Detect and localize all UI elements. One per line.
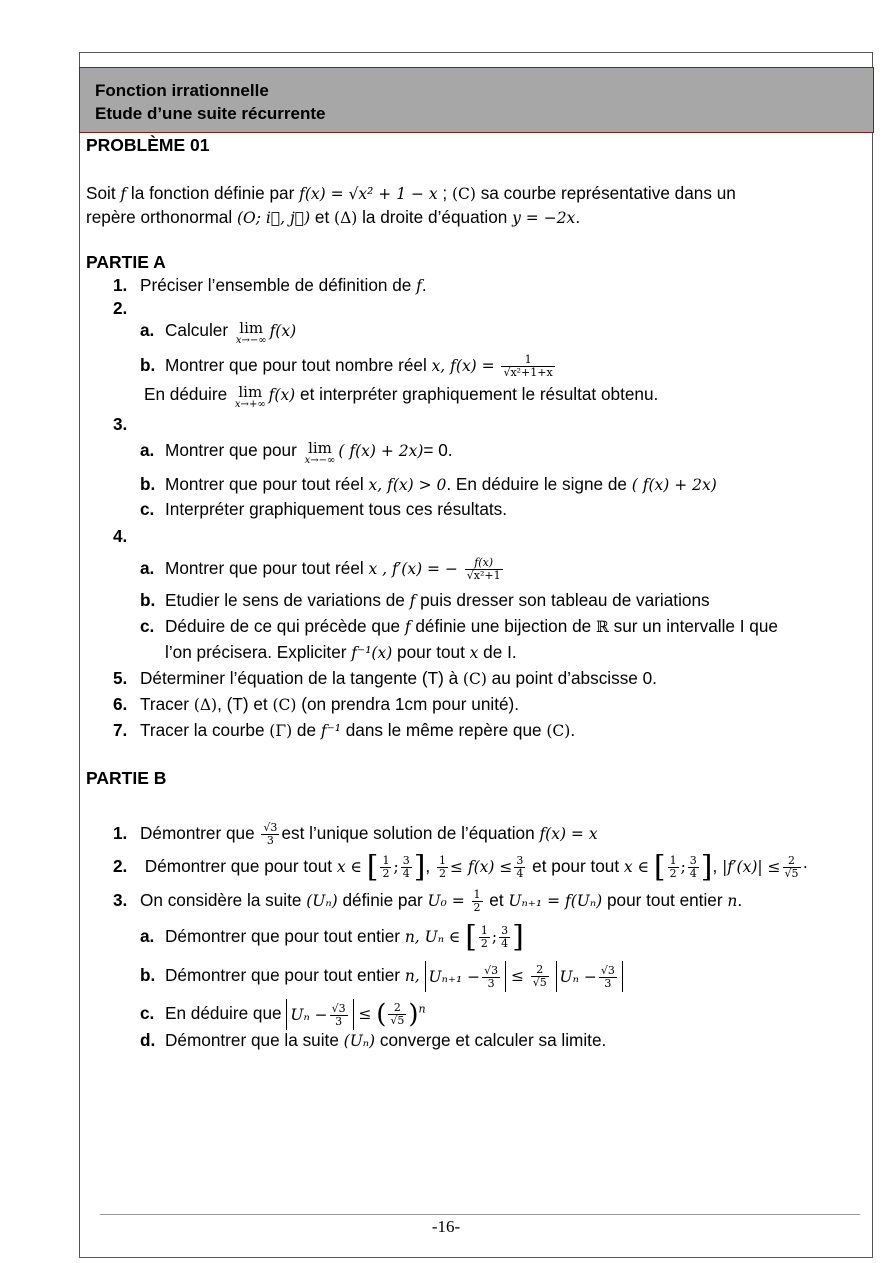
b-qc: c. En déduire que Uₙ − $\frac{√3}{3}$ ≤ ( $\frac{2}{√5}$ )$^n$ [140,999,426,1030]
a-q4: 4. [113,526,128,546]
limit-minus-inf-2: lim x→−∞ [304,439,336,466]
a-q6: 6. Tracer (Δ), (T) et (C) (on prendra 1cm pour unité). [113,694,520,714]
a-q4c: c. Déduire de ce qui précède que f définie une bijection de ℝ sur un intervalle I que [140,616,778,636]
page-number: -16- [431,1217,461,1236]
header-subtitle: Etude d’une suite récurrente [95,104,326,123]
b-q1: 1. Démontrer que $\frac{√3}{3}$ est l’unique solution de l’équation f(x) = x [113,821,598,847]
fraction-fx-over-sqrt: $\frac{f(x)}{\text{√x²+1}}$ [466,556,501,582]
a-q4a: a. Montrer que pour tout réel x , f′(x) = − $\frac{f(x)}{\text{√x²+1}}$ [140,556,501,582]
header-title: Fonction irrationnelle [95,81,269,100]
b-qb: b. Démontrer que pour tout entier n, Uₙ₊₁ − $\frac{√3}{3}$ ≤ $\frac{2}{√5}$ Uₙ − $\frac{√3}{3}$ [140,961,623,992]
b-q3: 3. On considère la suite (Uₙ) définie par U₀ = $\frac{1}{2}$ et Uₙ₊₁ = f(Uₙ) pour tout entier n. [113,888,743,914]
limit-plus-inf: lim x→+∞ [234,383,266,410]
a-q2b: b. Montrer que pour tout nombre réel x, f(x) = $\frac{1}{\text{√x²+1+x}}$ [140,353,553,379]
footer-divider [100,1214,860,1215]
fraction-sqrt3-over-3: $\frac{√3}{3}$ [263,821,278,847]
a-q1: 1. Préciser l’ensemble de définition de f. [113,275,427,295]
limit-minus-inf: lim x→−∞ [235,319,267,346]
problem-title: PROBLÈME 01 [86,135,210,155]
intro-line-1: Soit f la fonction définie par f(x) = √x² + 1 − x ; (C) sa courbe représentative dans un [86,183,736,203]
a-q2a: a. Calculer lim x→−∞ f(x) [140,319,297,346]
a-q3c: c. Interpréter graphiquement tous ces résultats. [140,499,508,519]
function-definition: f(x) = √x² + 1 − x [299,185,438,203]
b-qd: d. Démontrer que la suite (Uₙ) converge et calculer sa limite. [140,1030,607,1050]
a-q3b: b. Montrer que pour tout réel x, f(x) > 0. En déduire le signe de ( f(x) + 2x) [140,474,717,494]
intro-line-2: repère orthonormal (O; i⃗, j⃗) et (Δ) la droite d’équation y = −2x. [86,207,581,227]
a-q3a: a. Montrer que pour lim x→−∞ ( f(x) + 2x)= 0. [140,439,453,466]
part-a-title: PARTIE A [86,252,166,272]
a-q4b: b. Etudier le sens de variations de f puis dresser son tableau de variations [140,590,710,610]
a-q2: 2. [113,298,128,318]
part-b-title: PARTIE B [86,768,167,788]
a-q4c-cont: l’on précisera. Expliciter f⁻¹(x) pour tout x de I. [165,642,517,662]
b-qa: a. Démontrer que pour tout entier n, Uₙ ∈ [ $\frac{1}{2}$ ; $\frac{3}{4}$ ] [140,919,524,955]
b-q2: 2. Démontrer que pour tout x ∈ [ $\frac{1}{2}$ ; $\frac{3}{4}$ ], $\frac{1}{2}$ ≤ f(x) ≤ $\frac{3}{4}$ et pour tout x ∈ [ $\frac{1}{2}$ ; $\frac{3}{4}$ ], |f′(x)| ≤ $\frac{2}{√5}$ · [113,849,809,885]
a-q2c: En déduire lim x→+∞ f(x) et interpréter graphiquement le résultat obtenu. [144,383,659,410]
fraction-1-over-sqrt: $\frac{1}{\text{√x²+1+x}}$ [503,353,553,379]
a-q3: 3. [113,414,128,434]
a-q7: 7. Tracer la courbe (Γ) de f⁻¹ dans le même repère que (C). [113,720,576,740]
chapter-header [79,67,874,133]
a-q5: 5. Déterminer l’équation de la tangente (T) à (C) au point d’abscisse 0. [113,668,657,688]
